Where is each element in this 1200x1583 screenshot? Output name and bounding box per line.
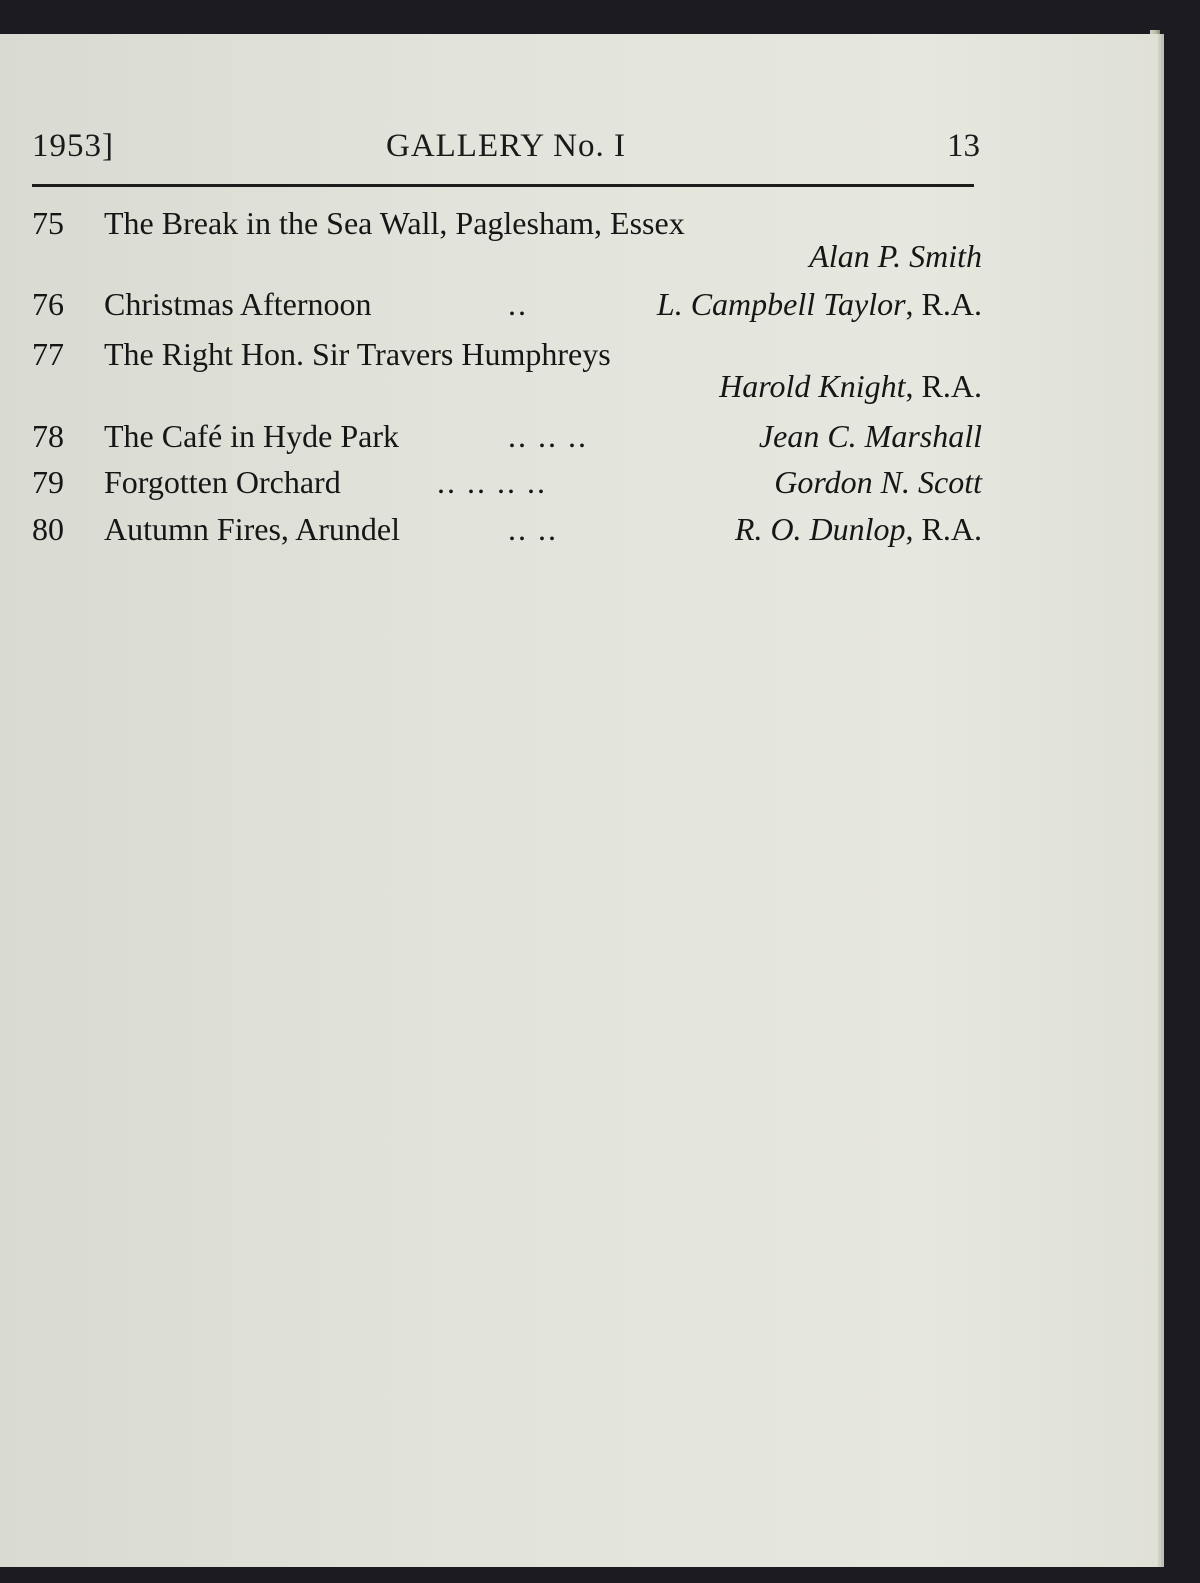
catalogue-entry [32, 464, 982, 504]
artist-suffix: , R.A. [905, 286, 982, 322]
page-number: 13 [947, 128, 980, 164]
artist-name: Harold Knight [719, 368, 906, 404]
leader-dots: .. .. .. .. [437, 464, 547, 500]
entry-artist [774, 464, 982, 501]
artist-suffix: , R.A. [905, 511, 982, 547]
artist-name: Alan P. Smith [809, 238, 982, 274]
header-rule [32, 184, 974, 187]
running-header [32, 128, 980, 168]
leader-dots: .. [508, 286, 528, 322]
entry-title: The Café in Hyde Park [104, 418, 400, 454]
header-title: GALLERY No. I [385, 128, 626, 164]
entry-number: 78 [32, 418, 64, 454]
entry-number: 80 [32, 511, 64, 547]
entry-artist [759, 418, 982, 455]
artist-name: Gordon N. Scott [774, 464, 982, 500]
entry-number: 79 [32, 464, 64, 500]
entry-artist [719, 368, 982, 405]
entry-artist [657, 286, 982, 323]
entry-artist [735, 511, 982, 548]
catalogue-entry [32, 418, 982, 458]
entry-title: Forgotten Orchard [104, 464, 341, 500]
entry-title: The Right Hon. Sir Travers Humphreys [104, 336, 611, 372]
artist-suffix: , R.A. [905, 368, 982, 404]
leader-dots: .. .. [508, 511, 558, 547]
catalogue-entry [32, 286, 982, 326]
entry-title: Christmas Afternoon [104, 286, 372, 322]
entry-number: 76 [32, 286, 64, 322]
catalogue-entry-artist-line [32, 238, 982, 278]
catalogue-entry [32, 511, 982, 551]
entry-number: 77 [32, 336, 64, 372]
entry-number: 75 [32, 205, 64, 241]
entry-artist [809, 238, 982, 275]
catalogue-entry-artist-line [32, 368, 982, 408]
artist-name: Jean C. Marshall [758, 418, 982, 454]
entry-title: The Break in the Sea Wall, Paglesham, Essex [104, 205, 685, 241]
artist-name: R. O. Dunlop [734, 511, 906, 547]
entry-title: Autumn Fires, Arundel [104, 511, 400, 547]
artist-name: L. Campbell Taylor [656, 286, 906, 322]
header-year: 1953] [32, 128, 114, 164]
leader-dots: .. .. .. [508, 418, 588, 454]
